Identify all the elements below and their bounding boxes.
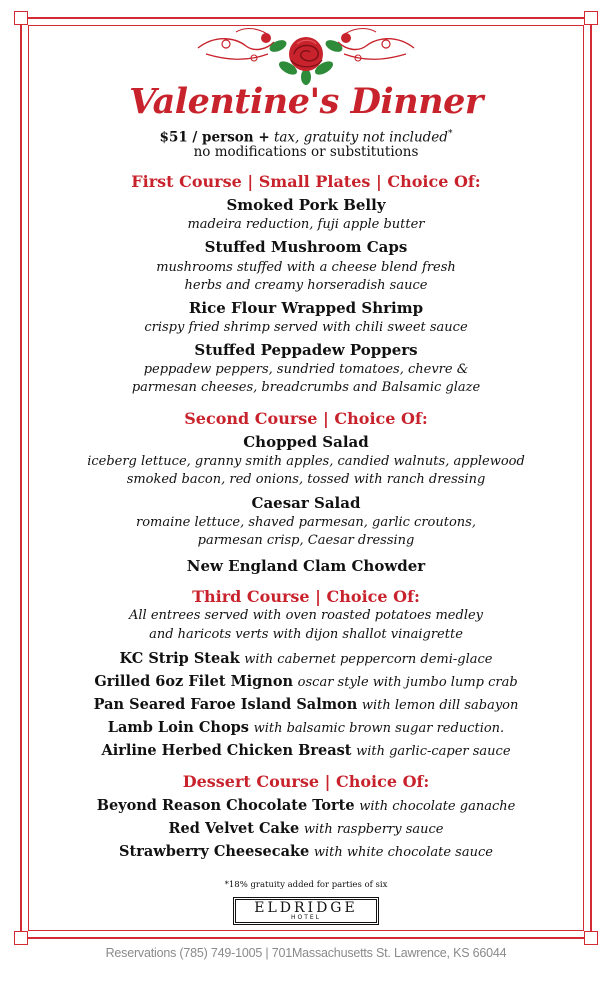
dish-description: parmesan cheeses, breadcrumbs and Balsamic glaze — [131, 380, 481, 395]
entree-item — [0, 741, 612, 762]
dish-name: Strawberry Cheesecake — [119, 843, 310, 860]
dish-description: with chocolate ganache — [359, 799, 516, 814]
dish-description: with lemon dill sabayon — [361, 698, 519, 713]
dish-name: Grilled 6oz Filet Mignon — [94, 673, 294, 690]
dish-description: iceberg lettuce, granny smith apples, candied walnuts, applewood — [87, 454, 525, 469]
logo-wordmark: ELDRIDGE — [254, 900, 358, 916]
dessert-course-heading: Dessert Course | Choice Of: — [182, 772, 430, 791]
dish-description: parmesan crisp, Caesar dressing — [197, 533, 415, 548]
price-main: $51 / person + — [159, 129, 270, 146]
entree-intro: and haricots verts with dijon shallot vinaigrette — [149, 627, 463, 642]
dish-description: peppadew peppers, sundried tomatoes, chevre & — [143, 362, 469, 377]
dish-description: herbs and creamy horseradish sauce — [184, 278, 428, 293]
corner-ornament-br — [584, 931, 598, 945]
first-course-heading: First Course | Small Plates | Choice Of: — [131, 172, 481, 191]
dish-description: with white chocolate sauce — [313, 845, 493, 860]
second-course-heading: Second Course | Choice Of: — [184, 409, 428, 428]
dish-name: Smoked Pork Belly — [226, 196, 386, 214]
dish-name: Stuffed Peppadew Poppers — [194, 341, 418, 359]
menu-title: Valentine's Dinner — [129, 81, 483, 122]
third-course-heading: Third Course | Choice Of: — [192, 587, 420, 606]
dish-description: with cabernet peppercorn demi-glace — [244, 652, 493, 667]
dish-name: Red Velvet Cake — [168, 820, 300, 837]
dish-name: Lamb Loin Chops — [107, 719, 249, 736]
gratuity-note: *18% gratuity added for parties of six — [224, 880, 388, 890]
corner-ornament-tl — [14, 11, 28, 25]
dish-description: with raspberry sauce — [303, 822, 444, 837]
entree-item — [0, 672, 612, 693]
no-modifications-note: no modifications or substitutions — [193, 144, 419, 160]
dish-name: Chopped Salad — [243, 433, 369, 451]
logo-subtitle: HOTEL — [290, 914, 322, 921]
dish-description: mushrooms stuffed with a cheese blend fresh — [156, 260, 456, 275]
eldridge-hotel-logo — [233, 897, 379, 925]
dish-description: oscar style with jumbo lump crab — [297, 675, 518, 690]
dessert-item — [0, 842, 612, 863]
dish-name: Caesar Salad — [251, 494, 361, 512]
entree-item — [0, 718, 612, 739]
dish-description: madeira reduction, fuji apple butter — [187, 217, 425, 232]
price-extra: tax, gratuity not included — [273, 129, 448, 146]
rose-ornament-icon — [196, 24, 416, 86]
dish-name: KC Strip Steak — [119, 650, 240, 667]
dish-description: smoked bacon, red onions, tossed with ranch dressing — [126, 472, 486, 487]
dish-name: Airline Herbed Chicken Breast — [101, 742, 352, 759]
dish-name: Beyond Reason Chocolate Torte — [96, 797, 355, 814]
dish-name: Rice Flour Wrapped Shrimp — [188, 299, 424, 317]
price-asterisk: * — [447, 129, 453, 139]
dish-description: crispy fried shrimp served with chili sweet sauce — [144, 320, 468, 335]
dessert-item — [0, 819, 612, 840]
dish-description: romaine lettuce, shaved parmesan, garlic croutons, — [136, 515, 476, 530]
dish-name: New England Clam Chowder — [186, 557, 426, 575]
corner-ornament-bl — [14, 931, 28, 945]
reservations-contact: Reservations (785) 749-1005 | 701Massachusetts St. Lawrence, KS 66044 — [105, 946, 507, 960]
entree-item — [0, 649, 612, 670]
entree-item — [0, 695, 612, 716]
dessert-item — [0, 796, 612, 817]
corner-ornament-tr — [584, 11, 598, 25]
dish-description: with balsamic brown sugar reduction. — [253, 721, 505, 736]
dish-description: with garlic-caper sauce — [356, 744, 511, 759]
dish-name: Pan Seared Faroe Island Salmon — [93, 696, 358, 713]
dish-name: Stuffed Mushroom Caps — [204, 238, 408, 256]
entree-intro: All entrees served with oven roasted potatoes medley — [128, 608, 484, 623]
